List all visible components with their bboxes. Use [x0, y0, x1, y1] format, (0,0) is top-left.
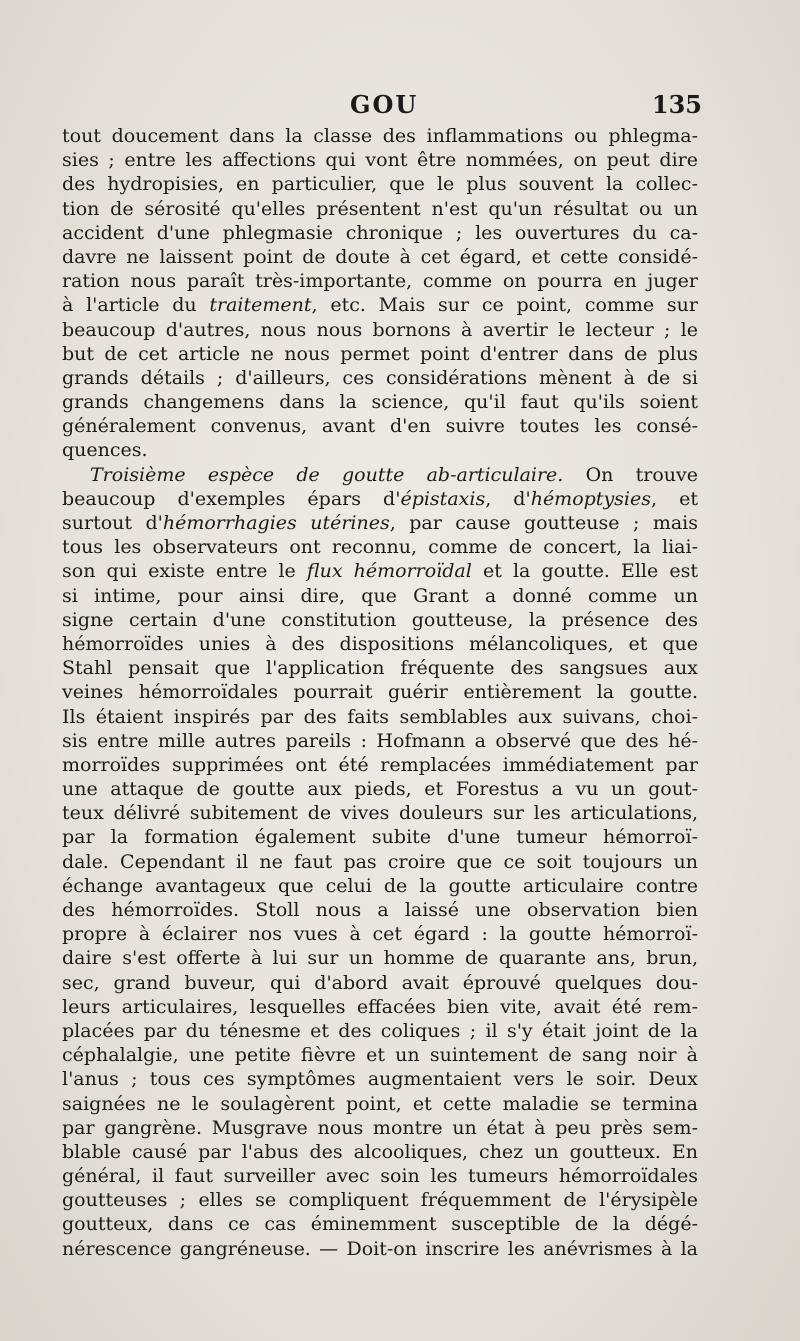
text-line [62, 753, 698, 777]
text-segment: si intime, pour ainsi dire, que Grant a donné comme un [62, 584, 698, 607]
text-segment: à l'article du [62, 294, 210, 317]
page-header [0, 90, 800, 120]
text-segment: but de cet article ne nous permet point d'entrer dans de plus [62, 342, 698, 365]
text-line [62, 463, 698, 487]
text-line [62, 995, 698, 1019]
italic-text: Troisième espèce de goutte ab-articulaire. [90, 463, 564, 486]
text-segment: général, il faut surveiller avec soin les tumeurs hémorroïdales [62, 1165, 698, 1188]
text-segment: , d' [485, 487, 531, 510]
italic-text: épistaxis [400, 487, 486, 510]
text-line [62, 559, 698, 583]
text-segment: Ils étaient inspirés par des faits semblables aux suivans, choi- [62, 705, 698, 728]
text-line [62, 245, 698, 269]
body-text [62, 124, 698, 1261]
italic-text: flux hémorroïdal [306, 560, 472, 583]
text-segment: dale. Cependant il ne faut pas croire que ce soit toujours un [62, 850, 698, 873]
text-segment: une attaque de goutte aux pieds, et Forestus a vu un gout- [62, 778, 698, 801]
text-line [62, 535, 698, 559]
text-line [62, 874, 698, 898]
text-segment: tous les observateurs ont reconnu, comme de concert, la liai- [62, 536, 698, 559]
text-line [62, 632, 698, 656]
text-segment: teux délivré subitement de vives douleurs sur les articulations, [62, 802, 698, 825]
text-line [62, 680, 698, 704]
text-segment: davre ne laissent point de doute à cet égard, et cette considé- [62, 245, 698, 268]
text-segment: , etc. Mais sur ce point, comme sur [311, 294, 698, 317]
text-line [62, 705, 698, 729]
text-segment: , et [651, 487, 698, 510]
text-line [62, 971, 698, 995]
text-line [62, 414, 698, 438]
text-line [62, 584, 698, 608]
text-segment: sies ; entre les affections qui vont être nommées, on peut dire [62, 149, 698, 172]
text-segment: signe certain d'une constitution goutteuse, la présence des [62, 608, 698, 631]
text-line [62, 1164, 698, 1188]
running-head: GOU [350, 90, 419, 119]
text-segment: par la formation également subite d'une tumeur hémorroï- [62, 826, 698, 849]
text-segment: des hydropisies, en particulier, que le plus souvent la collec- [62, 173, 698, 196]
text-segment: leurs articulaires, lesquelles effacées bien vite, avait été rem- [62, 995, 698, 1018]
text-line [62, 946, 698, 970]
text-segment: grands changemens dans la science, qu'il faut qu'ils soient [62, 391, 698, 414]
text-line [62, 390, 698, 414]
text-line [62, 124, 698, 148]
text-segment: blable causé par l'abus des alcooliques, chez un goutteux. En [62, 1140, 698, 1163]
text-line [62, 1019, 698, 1043]
text-segment: l'anus ; tous ces symptômes augmentaient vers le soir. Deux [62, 1068, 698, 1091]
text-segment: nérescence gangréneuse. — Doit-on inscrire les anévrismes à la [62, 1237, 698, 1260]
text-segment: accident d'une phlegmasie chronique ; les ouvertures du ca- [62, 221, 698, 244]
text-line [62, 825, 698, 849]
text-segment: Stahl pensait que l'application fréquente des sangsues aux [62, 657, 698, 680]
text-line [62, 293, 698, 317]
text-line [62, 898, 698, 922]
text-line [62, 1043, 698, 1067]
text-line [62, 1116, 698, 1140]
italic-text: hémoptysies [530, 487, 651, 510]
text-segment: beaucoup d'exemples épars d' [62, 487, 401, 510]
text-segment: par gangrène. Musgrave nous montre un état à peu près sem- [62, 1116, 698, 1139]
page-number: 135 [651, 90, 702, 119]
text-line [62, 1140, 698, 1164]
text-line [62, 172, 698, 196]
text-segment: daire s'est offerte à lui sur un homme de quarante ans, brun, [62, 947, 698, 970]
text-segment: quences. [62, 439, 148, 462]
text-segment: beaucoup d'autres, nous nous bornons à avertir le lecteur ; le [62, 318, 698, 341]
text-line [62, 366, 698, 390]
text-segment: saignées ne le soulagèrent point, et cette maladie se termina [62, 1092, 698, 1115]
text-segment: généralement convenus, avant d'en suivre toutes les consé- [62, 415, 698, 438]
text-line [62, 318, 698, 342]
text-segment: hémorroïdes unies à des dispositions mélancoliques, et que [62, 632, 698, 655]
text-line [62, 922, 698, 946]
text-segment: échange avantageux que celui de la goutte articulaire contre [62, 874, 698, 897]
text-line [62, 1188, 698, 1212]
text-segment: morroïdes supprimées ont été remplacées immédiatement par [62, 753, 698, 776]
text-line [62, 608, 698, 632]
text-segment: On trouve [563, 463, 698, 486]
text-segment: tout doucement dans la classe des inflammations ou phlegma- [62, 125, 698, 147]
text-line [62, 1067, 698, 1091]
text-line [62, 1092, 698, 1116]
text-line [62, 269, 698, 293]
text-segment: tion de sérosité qu'elles présentent n'est qu'un résultat ou un [62, 197, 698, 220]
text-segment: céphalalgie, une petite fièvre et un suintement de sang noir à [62, 1044, 698, 1067]
text-segment: sis entre mille autres pareils : Hofmann a observé que des hé- [62, 729, 698, 752]
text-segment: veines hémorroïdales pourrait guérir entièrement la goutte. [62, 681, 698, 704]
text-segment: surtout d' [62, 512, 163, 534]
text-line [62, 1212, 698, 1236]
text-line [62, 148, 698, 172]
text-segment: et la goutte. Elle est [471, 560, 698, 583]
text-segment: propre à éclairer nos vues à cet égard : la goutte hémorroï- [62, 923, 698, 946]
text-line [62, 850, 698, 874]
text-segment: des hémorroïdes. Stoll nous a laissé une observation bien [62, 899, 698, 921]
text-line [62, 1237, 698, 1261]
text-line [62, 777, 698, 801]
text-line [62, 729, 698, 753]
text-segment: , par cause goutteuse ; mais [389, 512, 698, 534]
italic-text: hémorrhagies utérines [162, 512, 390, 534]
text-segment: ration nous paraît très-importante, comme on pourra en juger [62, 270, 698, 293]
text-line [62, 656, 698, 680]
text-line [62, 487, 698, 511]
text-line [62, 197, 698, 221]
text-segment: placées par du ténesme et des coliques ; il s'y était joint de la [62, 1019, 698, 1042]
text-segment: grands détails ; d'ailleurs, ces considérations mènent à de si [62, 366, 698, 389]
text-line [62, 438, 698, 462]
text-line [62, 342, 698, 366]
text-line [62, 801, 698, 825]
text-segment: sec, grand buveur, qui d'abord avait éprouvé quelques dou- [62, 971, 698, 994]
italic-text: traitement [209, 294, 312, 317]
text-line [62, 221, 698, 245]
text-segment: goutteuses ; elles se compliquent fréquemment de l'érysipèle [62, 1189, 698, 1212]
text-segment: son qui existe entre le [62, 560, 307, 583]
text-line [62, 511, 698, 535]
text-segment: goutteux, dans ce cas éminemment susceptible de la dégé- [62, 1213, 698, 1236]
